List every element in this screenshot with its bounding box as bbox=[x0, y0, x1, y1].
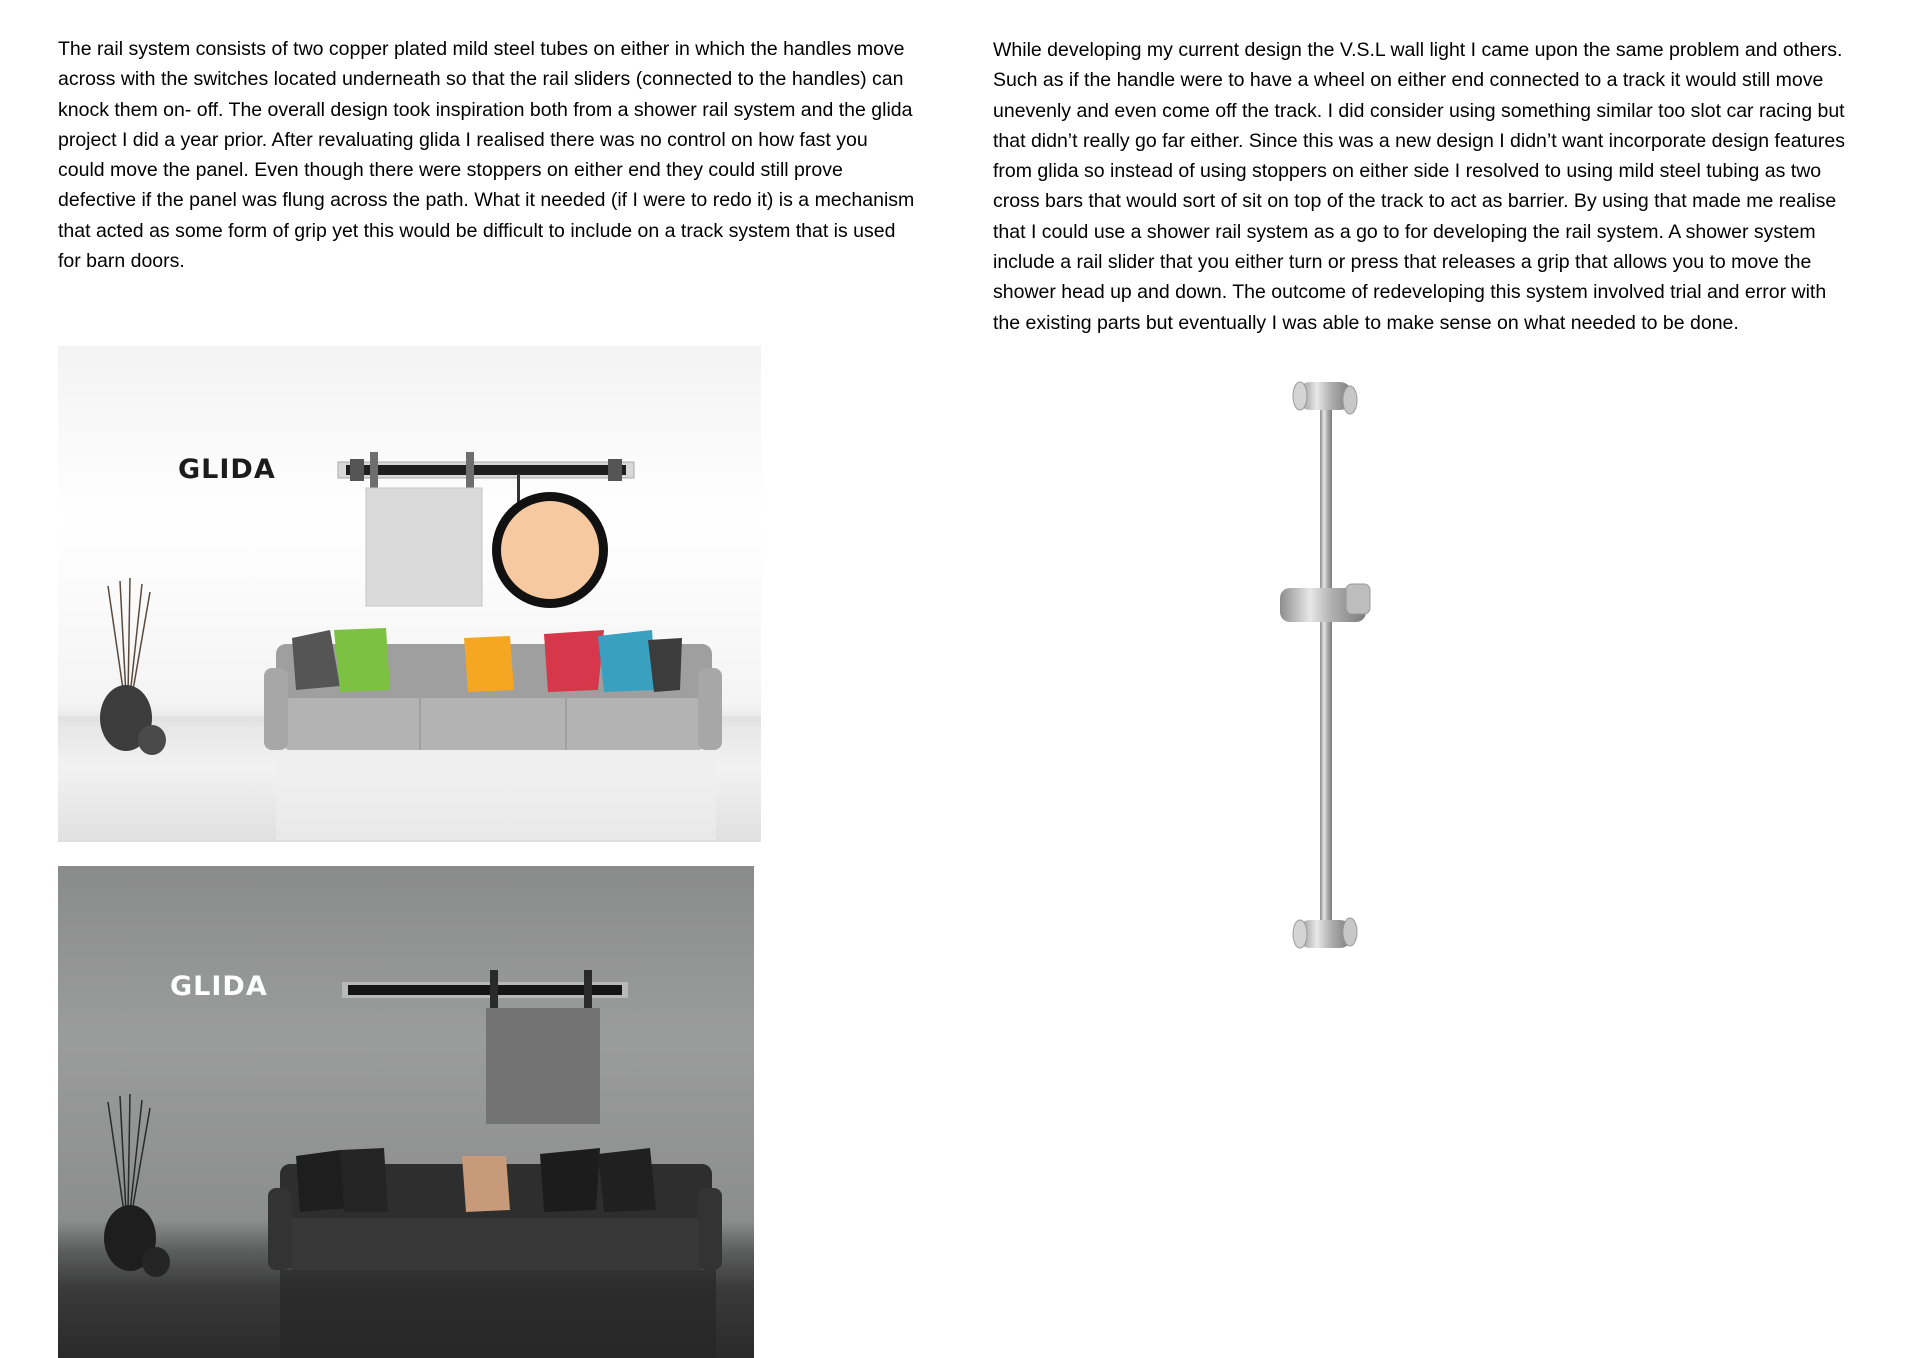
glida-gray-render bbox=[58, 866, 754, 1358]
paragraph-line: include a rail slider that you either turn or press that releases a grip that allows you to move the bbox=[993, 251, 1812, 274]
paragraph-line: While developing my current design the V.S.L wall light I came upon the same problem and others. bbox=[993, 39, 1843, 61]
paragraph-line: from glida so instead of using stoppers on either side I resolved to using mild steel tubing as two bbox=[993, 160, 1822, 183]
lamp-face bbox=[501, 501, 599, 599]
paragraph-line: project I did a year prior. After revaluating glida I realised there was no control on how fast you bbox=[58, 128, 868, 151]
paragraph-line: that didn’t really go far either. Since this was a new design I didn’t want incorporate design features bbox=[993, 129, 1845, 152]
paragraph-line: could move the panel. Even though there were stoppers on either end they could still prove bbox=[58, 159, 843, 182]
paragraph-line: Such as if the handle were to have a wheel on either end connected to a track it would still move bbox=[993, 69, 1824, 92]
paragraph-line: that acted as some form of grip yet this would be difficult to include on a track system that is used bbox=[58, 219, 896, 242]
paragraph-line: unevenly and even come off the track. I did consider using something similar too slot car racing but bbox=[993, 99, 1845, 122]
paragraph-line: The rail system consists of two copper plated mild steel tubes on either in which the handles move bbox=[58, 38, 905, 60]
pillow-tan bbox=[462, 1156, 510, 1212]
paragraph-line: knock them on- off. The overall design took inspiration both from a shower rail system and the glida bbox=[58, 98, 913, 121]
paragraph-line: cross bars that would sort of sit on top of the track to act as barrier. By using that made me realise bbox=[993, 190, 1837, 213]
pillow-blue bbox=[598, 630, 656, 692]
glida-color-illustration bbox=[58, 346, 761, 842]
glida-label: GLIDA bbox=[170, 971, 268, 1002]
glida-color-render bbox=[58, 346, 761, 842]
paragraph-line: defective if the panel was flung across the path. What it needed (if I were to redo it) is a mechanism bbox=[58, 189, 915, 212]
paragraph-line: for barn doors. bbox=[58, 250, 185, 273]
pillow-orange bbox=[464, 636, 514, 692]
paragraph-line: the existing parts but eventually I was able to make sense on what needed to be done. bbox=[993, 311, 1739, 334]
shower-rail-illustration bbox=[1260, 370, 1390, 970]
paragraph-line: across with the switches located underneath so that the rail sliders (connected to the handles) can bbox=[58, 68, 904, 91]
paragraph-line: that I could use a shower rail system as a go to for developing the rail system. A shower system bbox=[993, 220, 1816, 243]
paragraph-line: shower head up and down. The outcome of redeveloping this system involved trial and error with bbox=[993, 281, 1827, 304]
right-paragraph bbox=[993, 35, 1893, 338]
glida-label: GLIDA bbox=[178, 454, 276, 485]
shower-rail-image bbox=[1260, 370, 1390, 970]
glida-gray-illustration bbox=[58, 866, 754, 1358]
pillow-green bbox=[334, 628, 390, 692]
pillow-red bbox=[544, 630, 604, 692]
left-paragraph bbox=[58, 34, 956, 276]
